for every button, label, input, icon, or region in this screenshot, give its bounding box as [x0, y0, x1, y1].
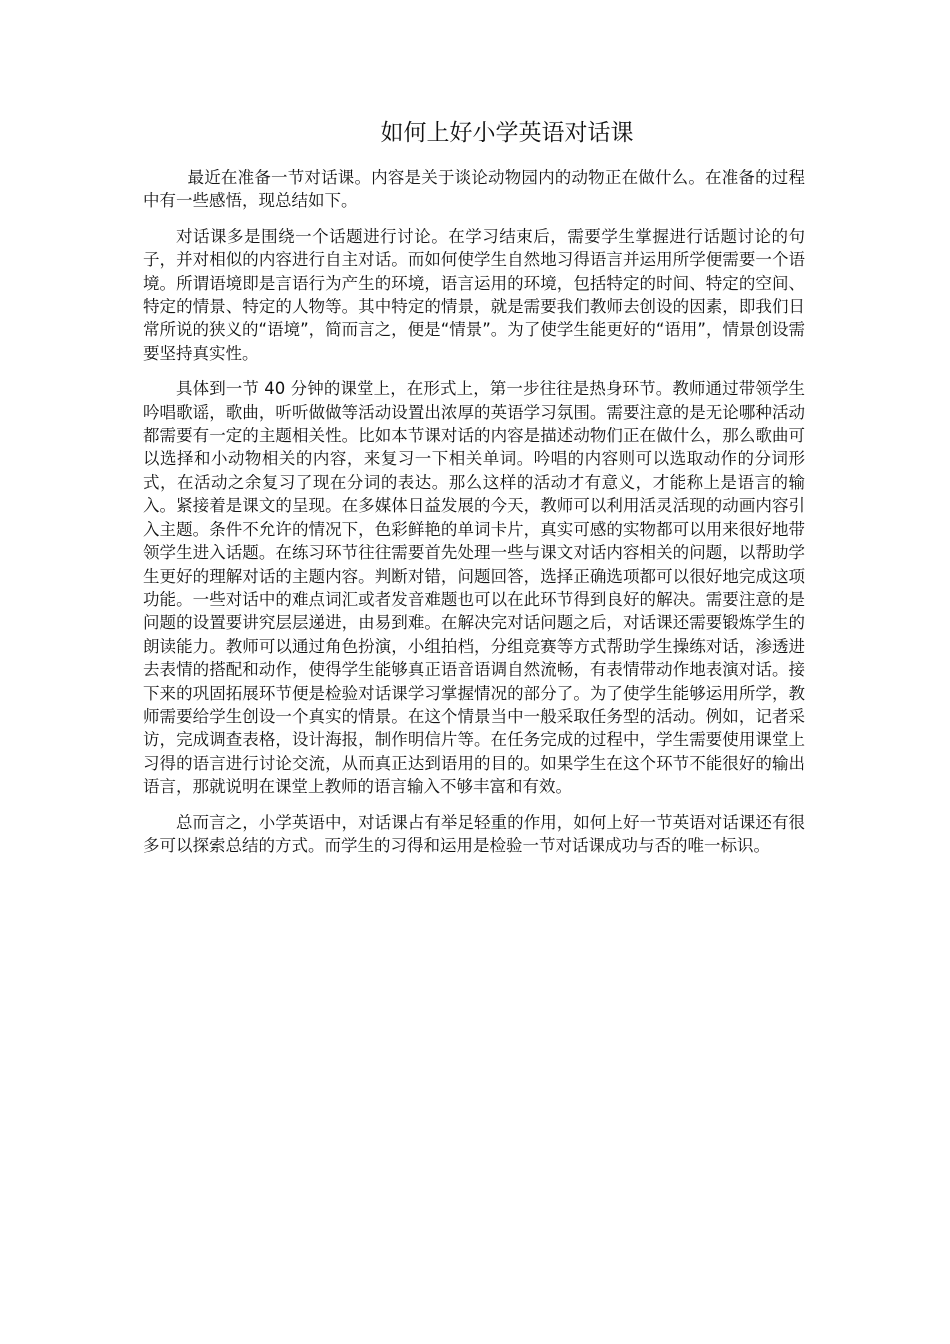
paragraph-lesson-steps: 具体到一节 40 分钟的课堂上，在形式上，第一步往往是热身环节。教师通过带领学生吟唱歌谣，歌曲，听听做做等活动设置出浓厚的英语学习氛围。需要注意的是无论哪种活动都需要有一定的主题相关性。比如本节课对话的内容是描述动物们正在做什么，那么歌曲可以选择和小动物相关的内容，来复习一下相关单词。吟唱的内容则可以选取动作的分词形式，在活动之余复习了现在分词的表达。那么这样的活动才有意义，才能称上是语言的输入。紧接着是课文的呈现。在多媒体日益发展的今天，教师可以利用活灵活现的动画内容引入主题。条件不允许的情况下，色彩鲜艳的单词卡片，真实可感的实物都可以用来很好地带领学生进入话题。在练习环节往往需要首先处理一些与课文对话内容相关的问题，以帮助学生更好的理解对话的主题内容。判断对错，问题回答，选择正确选项都可以很好地完成这项功能。一些对话中的难点词汇或者发音难题也可以在此环节得到良好的解决。需要注意的是问题的设置要讲究层层递进，由易到难。在解决完对话问题之后，对话课还需要锻炼学生的朗读能力。教师可以通过角色扮演，小组拍档，分组竞赛等方式帮助学生操练对话，渗透进去表情的搭配和动作，使得学生能够真正语音语调自然流畅，有表情带动作地表演对话。接下来的巩固拓展环节便是检验对话课学习掌握情况的部分了。为了使学生能够运用所学，教师需要给学生创设一个真实的情景。在这个情景当中一般采取任务型的活动。例如，记者采访，完成调查表格，设计海报，制作明信片等。在任务完成的过程中，学生需要使用课堂上习得的语言进行讨论交流，从而真正达到语用的目的。如果学生在这个环节不能很好的输出语言，那就说明在课堂上教师的语言输入不够丰富和有效。: [143, 379, 805, 797]
document-title: 如何上好小学英语对话课: [380, 120, 634, 146]
paragraph-conclusion: 总而言之，小学英语中，对话课占有举足轻重的作用，如何上好一节英语对话课还有很多可以探索总结的方式。而学生的习得和运用是检验一节对话课成功与否的唯一标识。: [143, 812, 805, 855]
paragraph-context: 对话课多是围绕一个话题进行讨论。在学习结束后，需要学生掌握进行话题讨论的句子，并对相似的内容进行自主对话。而如何使学生自然地习得语言并运用所学便需要一个语境。所谓语境即是言语行为产生的环境，语言运用的环境，包括特定的时间、特定的空间、特定的情景、特定的人物等。其中特定的情景，就是需要我们教师去创设的因素，即我们日常所说的狭义的“语境”，简而言之，便是“情景”。为了使学生能更好的“语用”，情景创设需要坚持真实性。: [143, 226, 805, 363]
document-body: [143, 166, 805, 869]
paragraph-intro: 最近在准备一节对话课。内容是关于谈论动物园内的动物正在做什么。在准备的过程中有一些感悟，现总结如下。: [143, 168, 805, 211]
